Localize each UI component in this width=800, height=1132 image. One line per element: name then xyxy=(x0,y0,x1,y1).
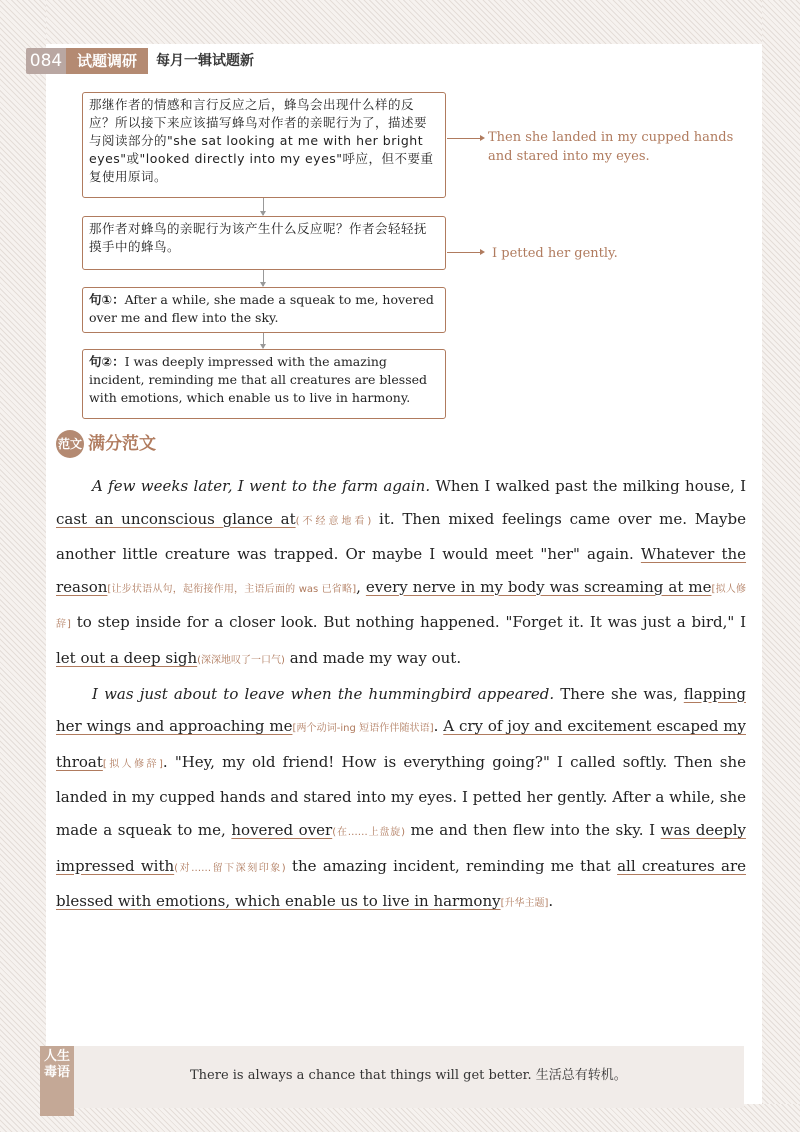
highlight-phrase: every nerve in my body was screaming at me xyxy=(365,577,712,596)
footer-quote: There is always a chance that things will get better. 生活总有转机。 xyxy=(190,1068,627,1083)
arrow-right-1 xyxy=(447,138,483,139)
annotation: (在……上盘旋) xyxy=(332,826,405,838)
annotation: [让步状语从句，起衔接作用，主语后面的 was 已省略] xyxy=(107,583,357,595)
sentence-1-label: 句①： xyxy=(89,292,125,307)
essay-text: . xyxy=(548,892,554,911)
page-border-left xyxy=(0,0,46,1132)
highlight-phrase: let out a deep sigh xyxy=(56,648,198,667)
essay-text: to step inside for a closer look. But nothing happened. "Forget it. It was just a bird," I xyxy=(70,613,746,632)
essay-text: There she was, xyxy=(554,684,684,703)
annotation: (对……留下深刻印象) xyxy=(174,862,286,874)
highlight-phrase: A cry of joy and excitement escaped my throat xyxy=(56,717,746,771)
section-title: 满分范文 xyxy=(88,434,156,454)
highlight-phrase: all creatures are blessed with emotions, which enable us to live in harmony xyxy=(56,856,747,911)
annotation: [拟人修辞] xyxy=(56,583,746,631)
highlight-phrase: cast an unconscious glance at xyxy=(56,509,296,528)
page-border-bottom xyxy=(0,1104,800,1132)
arrow-right-2 xyxy=(447,252,483,253)
essay-text: , xyxy=(356,577,366,596)
footer-tab: 人生毒语 xyxy=(40,1046,74,1116)
essay-paragraph-1 xyxy=(56,470,746,678)
section-tag: 试题调研 xyxy=(66,48,148,74)
essay-text: the amazing incident, reminding me that xyxy=(285,856,618,875)
essay-text: . xyxy=(433,717,444,736)
model-essay-icon: 范文 xyxy=(56,430,84,458)
annotation: [升华主题] xyxy=(500,898,549,910)
arrow-down-3 xyxy=(263,333,264,348)
flow-box-4 xyxy=(82,349,446,419)
highlight-phrase: flapping her wings and approaching me xyxy=(56,684,746,736)
flow-note-1: Then she landed in my cupped hands and stared into my eyes. xyxy=(488,130,734,164)
essay-opening-sentence: A few weeks later, I went to the farm again. xyxy=(92,477,431,495)
annotation: (不经意地看) xyxy=(295,515,372,527)
essay-text: me and then flew into the sky. I xyxy=(405,820,661,839)
highlight-phrase: was deeply impressed with xyxy=(56,820,746,875)
flow-box-3-text: After a while, she made a squeak to me, hovered over me and flew into the sky. xyxy=(89,292,434,325)
sentence-2-label: 句②： xyxy=(89,354,125,369)
flow-box-2 xyxy=(82,216,446,270)
flow-box-3 xyxy=(82,287,446,333)
essay-opening-sentence: I was just about to leave when the hummingbird appeared. xyxy=(92,684,555,703)
flow-box-1-text: 那继作者的情感和言行反应之后，蜂鸟会出现什么样的反应？所以接下来应该描写蜂鸟对作者的亲昵行为了，描述要与阅读部分的"she sat looking at me with her bright eyes"或"looked directly into my eyes"呼应，但不要重复使用原词。 xyxy=(89,97,434,184)
essay-text: . "Hey, my old friend! How is everything going?" I called softly. Then she landed in my cupped hands and stared into my eyes. I petted her gently. After a while, she made a squeak to me, xyxy=(56,752,746,839)
flow-box-1 xyxy=(82,92,446,198)
highlight-phrase: hovered over xyxy=(231,820,333,839)
page-border-right xyxy=(762,0,800,1132)
arrow-down-2 xyxy=(263,270,264,286)
flow-box-2-text: 那作者对蜂鸟的亲昵行为该产生什么反应呢？作者会轻轻抚摸手中的蜂鸟。 xyxy=(89,221,428,254)
annotation: (深深地叹了一口气) xyxy=(197,654,285,666)
header-subtitle: 每月一辑试题新 xyxy=(156,53,254,69)
annotation: [拟人修辞] xyxy=(102,758,163,770)
annotation: [两个动词-ing 短语作伴随状语] xyxy=(292,723,434,735)
page-border-top xyxy=(0,0,800,44)
essay-text: When I walked past the milking house, I xyxy=(430,477,746,495)
essay-text: it. Then mixed feelings came over me. Maybe another little creature was trapped. Or maybe I would meet "her" again. xyxy=(56,509,746,564)
arrow-down-1 xyxy=(263,198,264,215)
highlight-phrase: Whatever the reason xyxy=(56,545,747,596)
page-number: 084 xyxy=(26,48,66,74)
model-essay xyxy=(56,470,746,921)
flow-box-4-text: I was deeply impressed with the amazing incident, reminding me that all creatures are blessed with emotions, which enable us to live in harmony. xyxy=(89,354,428,405)
flow-note-2: I petted her gently. xyxy=(492,246,618,261)
essay-text: and made my way out. xyxy=(284,648,462,667)
essay-paragraph-2 xyxy=(56,678,746,921)
